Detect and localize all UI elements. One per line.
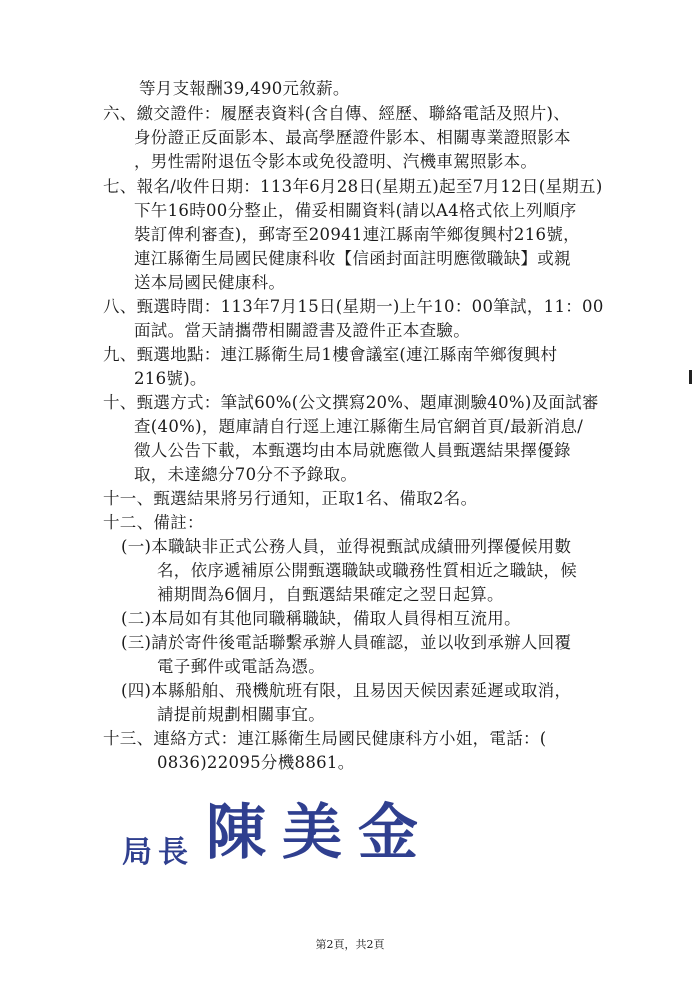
text-line: 查(40%)，題庫請自行逕上連江縣衛生局官網首頁/最新消息/: [134, 417, 584, 436]
text-line: 請提前規劃相關事宜。: [157, 705, 325, 724]
text-line: 送本局國民健康科。: [134, 273, 286, 292]
text-line: 十、甄選方式：筆試60%(公文撰寫20%、題庫測驗40%)及面試審: [103, 393, 599, 412]
page-number: 第2頁，共2頁: [315, 938, 385, 951]
text-line: 十二、備註：: [103, 513, 204, 532]
text-line: 等月支報酬39,490元敘薪。: [139, 79, 350, 98]
text-line: 徵人公告下載，本甄選均由本局就應徵人員甄選結果擇優錄: [134, 441, 571, 460]
text-line: 取，未達總分70分不予錄取。: [134, 465, 358, 484]
signature-name: 陳美金: [206, 798, 434, 868]
signature-stamp: [122, 785, 434, 871]
text-line: 七、報名/收件日期：113年6月28日(星期五)起至7月12日(星期五): [103, 177, 603, 196]
text-line: 九、甄選地點：連江縣衛生局1樓會議室(連江縣南竿鄉復興村: [103, 345, 558, 364]
text-line: 身份證正反面影本、最高學歷證件影本、相關專業證照影本: [134, 128, 571, 147]
text-line: 補期間為6個月，自甄選結果確定之翌日起算。: [157, 585, 504, 604]
text-line: 八、甄選時間：113年7月15日(星期一)上午10：00筆試，11：00: [103, 297, 604, 316]
text-line: 下午16時00分整止，備妥相關資料(請以A4格式依上列順序: [134, 201, 577, 220]
text-line: 面試。當天請攜帶相關證書及證件正本查驗。: [134, 321, 470, 340]
text-line: 十一、甄選結果將另行通知，正取1名、備取2名。: [103, 489, 478, 508]
text-line: 電子郵件或電話為憑。: [157, 657, 325, 676]
text-line: 裝訂俾利審查)，郵寄至20941連江縣南竿鄉復興村216號，: [134, 225, 580, 244]
text-line: 名，依序遞補原公開甄選職缺或職務性質相近之職缺，候: [157, 561, 577, 580]
text-line: (一)本職缺非正式公務人員，並得視甄試成績冊列擇優候用數: [121, 537, 572, 556]
signature-title: 局長: [122, 835, 194, 870]
text-line: (三)請於寄件後電話聯繫承辦人員確認，並以收到承辦人回覆: [121, 633, 572, 652]
text-line: (四)本縣船舶、飛機航班有限，且易因天候因素延遲或取消，: [121, 681, 572, 700]
text-line: 連江縣衛生局國民健康科收【信函封面註明應徵職缺】或親: [134, 249, 571, 268]
scan-artifact: [689, 370, 692, 384]
text-line: 十三、連絡方式：連江縣衛生局國民健康科方小姐，電話：(: [103, 729, 547, 748]
text-line: 216號)。: [134, 369, 207, 388]
text-line: (二)本局如有其他同職稱職缺，備取人員得相互流用。: [121, 609, 521, 628]
text-line: 0836)22095分機8861。: [157, 753, 355, 772]
text-line: ，男性需附退伍令影本或免役證明、汽機車駕照影本。: [134, 152, 538, 171]
text-line: 六、繳交證件：履歷表資料(含自傳、經歷、聯絡電話及照片)、: [103, 104, 571, 123]
